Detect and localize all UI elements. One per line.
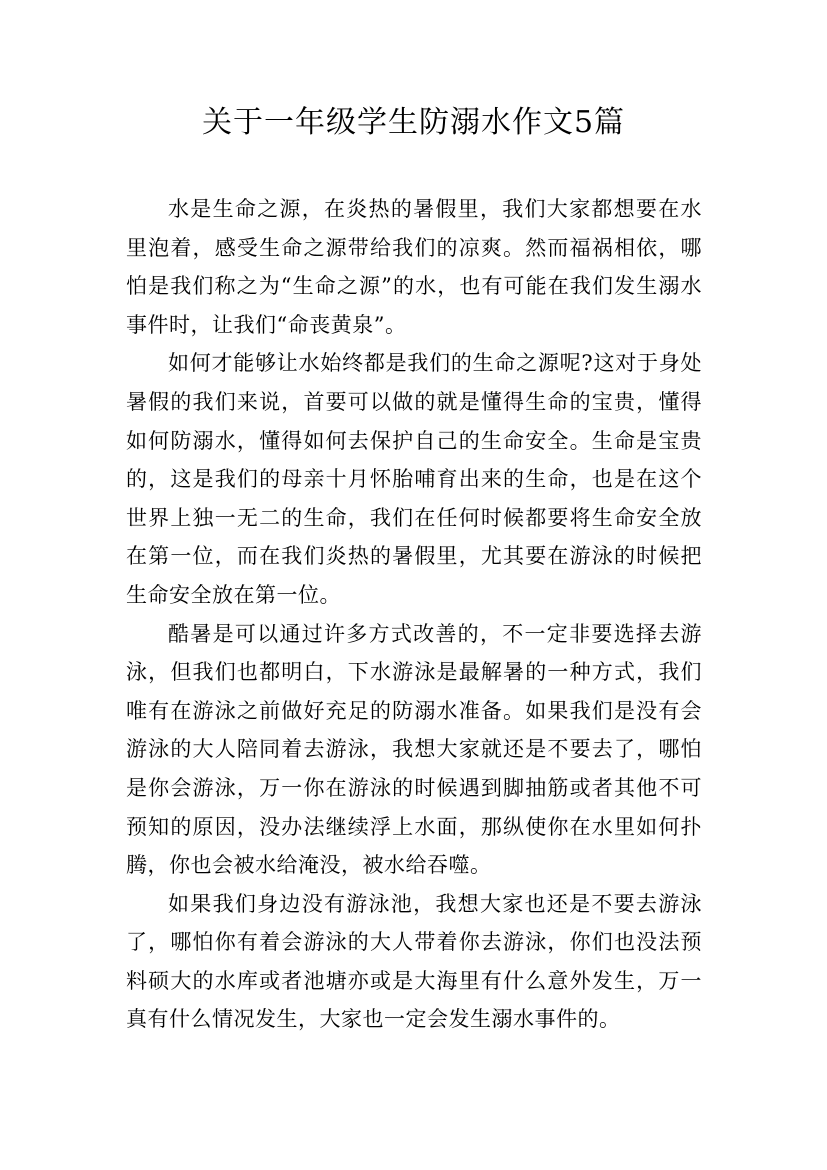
- paragraph-4: 如果我们身边没有游泳池，我想大家也还是不要去游泳了，哪怕你有着会游泳的大人带着你去游泳，你们也没法预料硕大的水库或者池塘亦或是大海里有什么意外发生，万一真有什么情况发生，大家也一定会发生溺水事件的。: [126, 891, 702, 1032]
- paragraph-1: 水是生命之源，在炎热的暑假里，我们大家都想要在水里泡着，感受生命之源带给我们的凉爽。然而福祸相依，哪怕是我们称之为“生命之源”的水，也有可能在我们发生溺水事件时，让我们“命丧黄泉”。: [126, 197, 702, 337]
- document-title: 关于一年级学生防溺水作文5篇: [201, 105, 626, 140]
- paragraph-3: 酷暑是可以通过许多方式改善的，不一定非要选择去游泳，但我们也都明白，下水游泳是最解暑的一种方式，我们唯有在游泳之前做好充足的防溺水准备。如果我们是没有会游泳的大人陪同着去游泳，我想大家就还是不要去了，哪怕是你会游泳，万一你在游泳的时候遇到脚抽筋或者其他不可预知的原因，没办法继续浮上水面，那纵使你在水里如何扑腾，你也会被水给淹没，被水给吞噬。: [126, 621, 702, 878]
- document-body: [126, 190, 702, 1039]
- paragraph-2: 如何才能够让水始终都是我们的生命之源呢?这对于身处暑假的我们来说，首要可以做的就是懂得生命的宝贵，懂得如何防溺水，懂得如何去保护自己的生命安全。生命是宝贵的，这是我们的母亲十月怀胎哺育出来的生命，也是在这个世界上独一无二的生命，我们在任何时候都要将生命安全放在第一位，而在我们炎热的暑假里，尤其要在游泳的时候把生命安全放在第一位。: [126, 351, 702, 607]
